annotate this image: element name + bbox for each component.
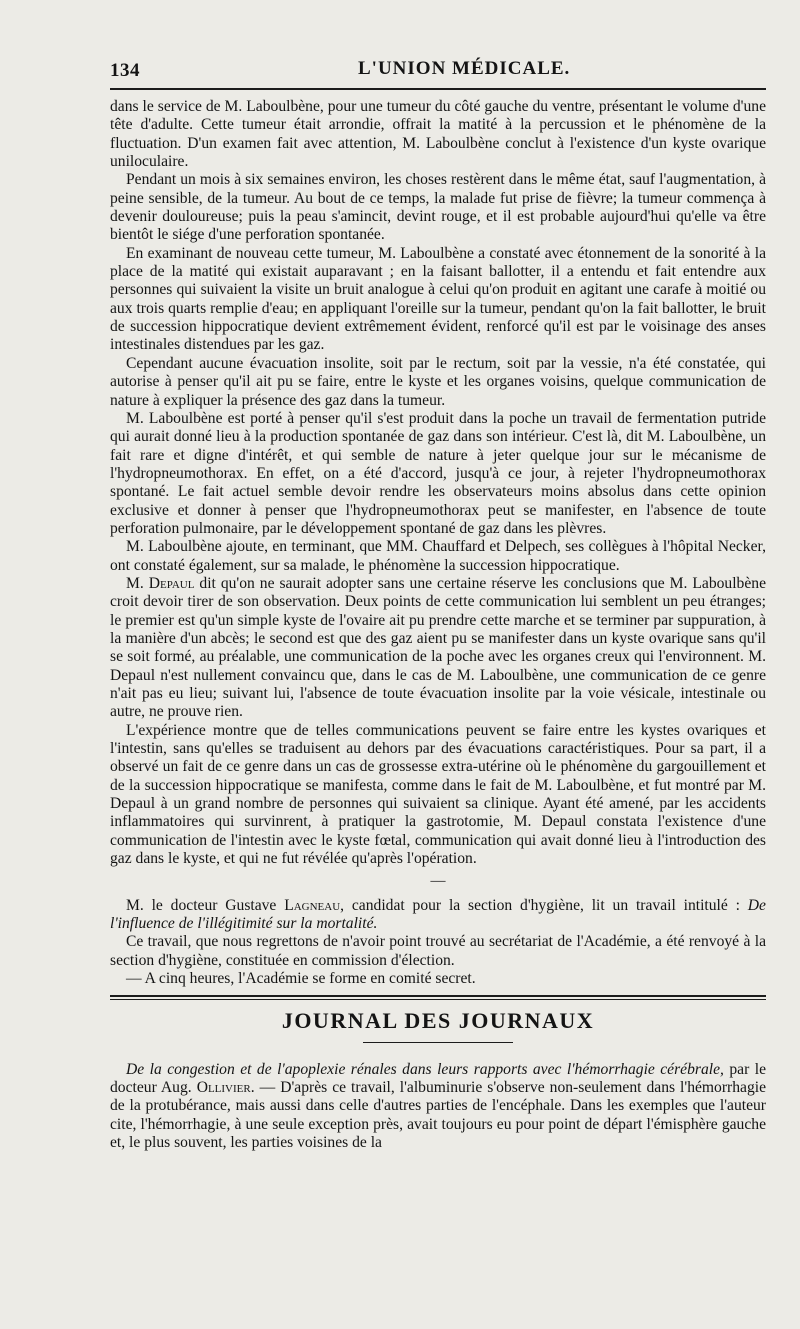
paragraph-11: — A cinq heures, l'Académie se forme en comité secret. [126, 970, 476, 988]
paragraph-3: En examinant de nouveau cette tumeur, M. Laboulbène a constaté avec étonnement de la sonorité à la place de la matité qui existait auparavant ; en la faisant ballotter, il a entendu et fait entendre aux personnes qui suivaient la visite un bruit analogue à celui qu'on produit en agitant une carafe à moitié ou aux trois quarts remplie d'eau; en appliquant l'oreille sur la tumeur, pendant qu'on la fait ballotter, le bruit de succession hippocratique devient extrêmement évident, renforcé qu'il est par le voisinage des anses intestinales distendues par les gaz. [110, 244, 766, 354]
journal-article-title: De la congestion et de l'apoplexie rénales dans leurs rapports avec l'hémorrhagie cérébrale, [126, 1060, 724, 1078]
paragraph-6: M. Laboulbène ajoute, en terminant, que MM. Chauffard et Delpech, ses collègues à l'hôpital Necker, ont constaté également, sur sa malade, le phénomène la succession hippocratique. [110, 538, 766, 574]
journal-article [110, 1061, 766, 1153]
candidate-name: Lagneau [284, 896, 341, 914]
paragraph-9-prefix: M. le docteur Gustave [126, 896, 277, 914]
page-number: 134 [110, 60, 140, 81]
paragraph-9-text: , candidat pour la section d'hygiène, lit un travail intitulé : [340, 896, 740, 914]
running-title: L'UNION MÉDICALE. [358, 58, 571, 79]
paragraph-7-prefix: M. [126, 574, 144, 592]
paragraph-4: Cependant aucune évacuation insolite, soit par le rectum, soit par la vessie, n'a été constatée, qui autorise à penser qu'il ait pu se faire, entre le kyste et les organes voisins, quelque communication de nature à expliquer la présence des gaz dans la tumeur. [110, 354, 766, 409]
author-name: Ollivier [196, 1078, 251, 1096]
header-rule [110, 88, 766, 90]
page-header [110, 52, 766, 86]
paragraph-9 [110, 897, 766, 934]
journal-article-text: . — D'après ce travail, l'albuminurie s'observe non-seulement dans l'hémorrhagie de la protubérance, mais aussi dans celle d'autres parties de l'encéphale. Dans les exemples que l'auteur cite, l'hémorrhagie, à une seule exception près, avait toujours eu pour point de départ l'émisphère gauche et, le plus souvent, les parties voisines de la [110, 1078, 767, 1151]
paragraph-8: L'expérience montre que de telles communications peuvent se faire entre les kystes ovariques et l'intestin, sans qu'elles se traduisent au dehors par des évacuations caractéristiques. Pour sa part, il a observé un fait de ce genre dans un cas de grossesse extra-utérine où le phénomène du gargouillement et de la succession hippocratique se manifesta, comme dans le fait de M. Laboulbène, et fut montré par M. Depaul à un grand nombre de personnes qui suivaient sa clinique. Ayant été amené, par les accidents inflammatoires qui survinrent, à pratiquer la gastrotomie, M. Depaul constata l'existence d'une communication de l'intestin avec le kyste fœtal, communication qui avait donné lieu à l'introduction des gaz dans le kyste, et qui ne fut révélée qu'après l'opération. [110, 721, 766, 868]
byline-prefix: par le docteur Aug. [110, 1060, 766, 1096]
paragraph-7 [110, 575, 766, 722]
title-underline [363, 1042, 513, 1043]
paragraph-7-text: dit qu'on ne saurait adopter sans une certaine réserve les conclusions que M. Laboulbène croit devoir tirer de son observation. Deux points de cette communication lui semblent un peu étranges; le premier est qu'un simple kyste de l'ovaire ait pu prendre cette marche et se terminer par suppuration, à la manière d'un abcès; le second est que des gaz aient pu se manifester dans un kyste ovarique sans qu'il se soit formé, au préalable, une communication de la poche avec les organes creux qui l'environnent. M. Depaul n'est nullement convaincu que, dans le cas de M. Laboulbène, une communication de ce genre n'ait pas eu lieu; suivant lui, l'absence de toute évacuation insolite par la voie vésicale, intestinale ou autre, ne prouve rien. [110, 574, 766, 721]
article-body [110, 98, 766, 989]
section-title: JOURNAL DES JOURNAUX [281, 1007, 595, 1033]
section-divider [110, 995, 766, 1000]
paragraph-1: dans le service de M. Laboulbène, pour une tumeur du côté gauche du ventre, présentant le volume d'une tête d'adulte. Cette tumeur était arrondie, offrait la matité à la percussion et le phénomène de la fluctuation. D'un examen fait avec attention, M. Laboulbène conclut à l'existence d'un kyste ovarique uniloculaire. [110, 98, 766, 171]
paragraph-2: Pendant un mois à six semaines environ, les choses restèrent dans le même état, sauf l'augmentation, à peine sensible, de la tumeur. Au bout de ce temps, la malade fut prise de fièvre; la tumeur commença à devenir douloureuse; puis la peau s'amincit, devint rouge, et il est probable aujourd'hui qu'elle va être bientôt le siége d'une perforation spontanée. [110, 171, 766, 244]
work-title: De l'influence de l'illégitimité sur la mortalité. [110, 896, 766, 933]
speaker-name: Depaul [148, 574, 195, 592]
journal-paragraph [110, 1061, 766, 1153]
paragraph-10: Ce travail, que nous regrettons de n'avoir point trouvé au secrétariat de l'Académie, a été renvoyé à la section d'hygiène, constituée en commission d'élection. [110, 933, 766, 969]
section-separator: — [430, 873, 446, 890]
paragraph-5: M. Laboulbène est porté à penser qu'il s'est produit dans la poche un travail de fermentation putride qui aurait donné lieu à la production spontanée de gaz dans son intérieur. C'est là, dit M. Laboulbène, un fait rare et digne d'intérêt, et qui semble de nature à jeter quelque jour sur le mécanisme de l'hydropneumothorax. En effet, on a été d'accord, jusqu'à ce jour, à rejeter l'hydropneumothorax spontané. Le fait actuel semble devoir rendre les observateurs moins absolus dans cette opinion exclusive et donner à penser que l'hydropneumothorax peut se manifester, en l'absence de toute perforation pulmonaire, par le développement spontané de gaz dans les plèvres. [110, 409, 766, 537]
